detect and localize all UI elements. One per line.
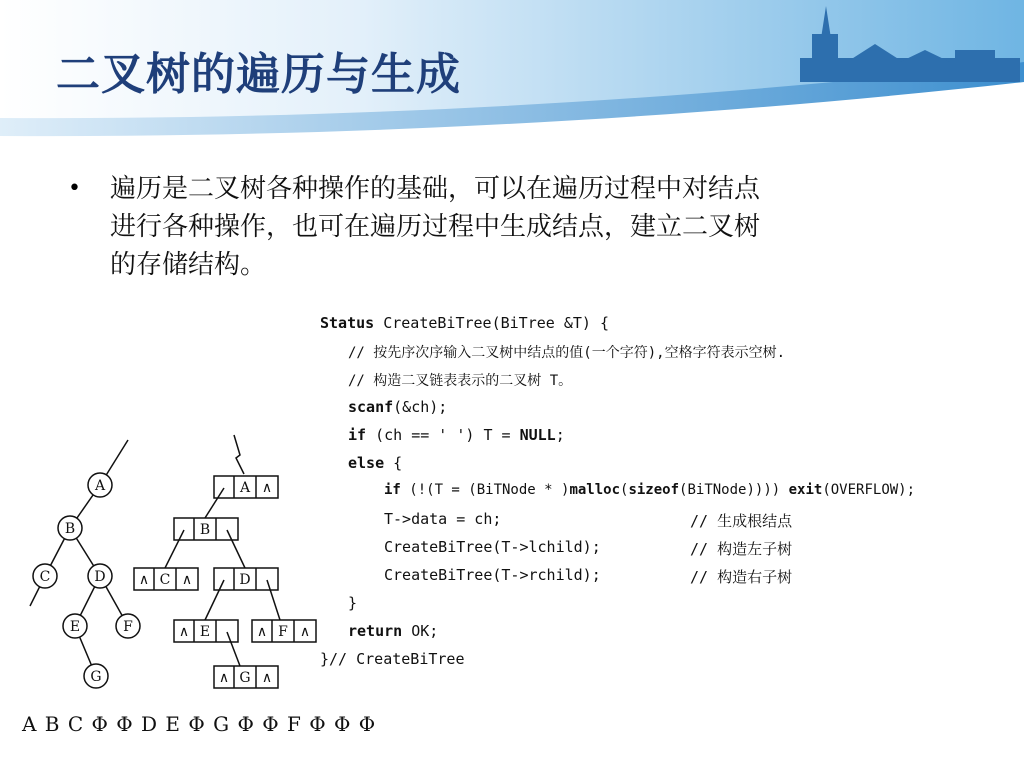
page-title: 二叉树的遍历与生成 [56,49,461,100]
code-line: return OK; [348,622,439,640]
code-line: CreateBiTree(T->lchild); [384,538,601,556]
tree-node-label: G [90,669,102,685]
null-pointer: ∧ [299,624,311,640]
tree-node-label: D [94,569,106,585]
tree-node-label: C [39,569,51,585]
code-comment: // 构造左子树 [690,540,793,558]
code-line: CreateBiTree(T->rchild); [384,566,601,584]
link-node-label: F [278,624,288,640]
tree-node-label: F [123,619,133,635]
null-pointer: ∧ [181,572,193,588]
code-line: if (ch == ' ') T = NULL; [348,426,565,444]
link-node-label: B [199,522,211,538]
code-comment: // 生成根结点 [690,512,793,530]
bullet-line: 的存储结构。 [110,250,267,280]
code-comment: // 按先序次序输入二叉树中结点的值(一个字符),空格字符表示空树. [348,345,785,361]
code-line: scanf(&ch); [348,398,448,416]
tree-node-label: E [69,619,81,635]
code-line: Status CreateBiTree(BiTree &T) { [320,314,609,332]
link-node-label: E [199,624,211,640]
input-sequence: A B C Φ Φ D E Φ G Φ Φ F Φ Φ Φ [22,712,377,736]
tree-node-label: B [64,521,76,537]
code-comment: // 构造右子树 [690,568,793,586]
bullet-text [110,170,960,284]
link-node-label: G [239,670,251,686]
bullet-line: 进行各种操作，也可在遍历过程中生成结点，建立二叉树 [110,212,761,242]
binary-tree-diagram [0,430,330,700]
null-pointer: ∧ [218,670,230,686]
code-line: }// CreateBiTree [320,650,465,668]
null-pointer: ∧ [256,624,268,640]
link-node-label: C [159,572,171,588]
bullet-dot-icon: • [68,176,81,201]
null-pointer: ∧ [261,480,273,496]
code-comment: // 构造二叉链表表示的二叉树 T。 [348,373,573,389]
code-line: else { [348,454,403,472]
null-pointer: ∧ [138,572,150,588]
code-line: T->data = ch; [384,510,502,528]
link-node-label: D [239,572,251,588]
code-listing [318,310,1024,680]
root-pointer-icon [234,435,244,474]
tree-node-label: A [94,478,106,494]
code-line: if (!(T = (BiTNode * )malloc(sizeof(BiTNode)))) exit(OVERFLOW); [384,482,916,498]
code-line: } [348,594,358,612]
link-node-label: A [239,480,251,496]
bullet-line: 遍历是二叉树各种操作的基础，可以在遍历过程中对结点 [110,174,761,204]
null-pointer: ∧ [261,670,273,686]
null-pointer: ∧ [178,624,190,640]
